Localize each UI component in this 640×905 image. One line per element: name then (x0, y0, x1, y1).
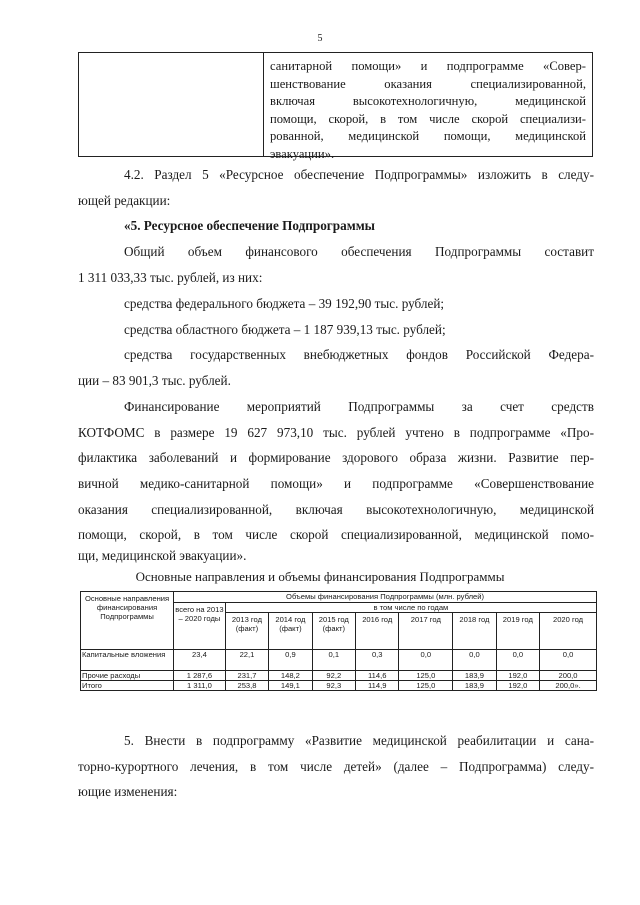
table-row (81, 650, 597, 671)
paragraph-line: 5. Внести в подпрограмму «Развитие медицинской реабилитации и сана- (124, 733, 594, 748)
row-value: 0,0 (453, 650, 496, 671)
header-group: Объемы финансирования Подпрограммы (млн. рублей) (174, 592, 597, 603)
cell-line: рованной, медицинской помощи, медицинской (270, 129, 586, 144)
continuation-table (78, 52, 593, 161)
row-value: 192,0 (496, 681, 539, 691)
row-value: 22,1 (225, 650, 268, 671)
table-caption: Основные направления и объемы финансирования Подпрограммы (135, 569, 505, 584)
row-value: 192,0 (496, 671, 539, 681)
continuation-cell (270, 58, 586, 164)
row-value: 0,1 (312, 650, 355, 671)
paragraph-line: Финансирование мероприятий Подпрограммы за счет средств (124, 399, 594, 414)
section-heading: «5. Ресурсное обеспечение Подпрограммы (124, 218, 375, 233)
paragraph-line: щи, медицинской эвакуации». (78, 548, 247, 563)
row-label: Итого (81, 681, 174, 691)
row-value: 125,0 (399, 681, 453, 691)
row-total: 1 287,6 (174, 671, 226, 681)
row-value: 183,9 (453, 671, 496, 681)
paragraph-line: вичной медико-санитарной помощи» и подпрограмме «Совершенствование (78, 476, 594, 491)
row-value: 92,3 (312, 681, 355, 691)
paragraph-line: средства государственных внебюджетных фондов Российской Федера- (124, 347, 594, 362)
row-value: 114,9 (356, 681, 399, 691)
header-year: 2019 год (496, 613, 539, 650)
table-row (81, 681, 597, 691)
row-value: 231,7 (225, 671, 268, 681)
paragraph-line: ции – 83 901,3 тыс. рублей. (78, 373, 231, 388)
row-value: 200,0». (540, 681, 597, 691)
paragraph-line: 4.2. Раздел 5 «Ресурсное обеспечение Подпрограммы» изложить в следу- (124, 167, 594, 182)
paragraph-line: Общий объем финансового обеспечения Подпрограммы составит (124, 244, 594, 259)
table-divider (263, 53, 264, 156)
row-value: 149,1 (269, 681, 312, 691)
header-total: всего на 2013 – 2020 годы (174, 603, 226, 650)
header-subgroup: в том числе по годам (225, 603, 596, 613)
row-value: 200,0 (540, 671, 597, 681)
paragraph-line: помощи, скорой, в том числе скорой специализированной, медицинской помо- (78, 527, 594, 542)
row-value: 0,0 (399, 650, 453, 671)
header-main-col: Основные направления финансирования Подпрограммы (81, 592, 174, 650)
header-year: 2018 год (453, 613, 496, 650)
row-value: 0,3 (356, 650, 399, 671)
row-value: 0,9 (269, 650, 312, 671)
cell-line: санитарной помощи» и подпрограмме «Совер- (270, 59, 586, 73)
header-year: 2017 год (399, 613, 453, 650)
paragraph-line: 1 311 033,33 тыс. рублей, из них: (78, 270, 263, 285)
paragraph-line: КОТФОМС в размере 19 627 973,10 тыс. рублей учтено в подпрограмме «Про- (78, 425, 594, 440)
paragraph-line: торно-курортного лечения, в том числе детей» (далее – Подпрограмма) следу- (78, 759, 594, 774)
finance-table (80, 591, 597, 691)
paragraph-line: ющей редакции: (78, 193, 171, 208)
row-value: 0,0 (540, 650, 597, 671)
page-number: 5 (317, 33, 323, 44)
header-year: 2016 год (356, 613, 399, 650)
row-value: 253,8 (225, 681, 268, 691)
cell-line: шенствование оказания специализированной, (270, 76, 586, 91)
row-label: Прочие расходы (81, 671, 174, 681)
paragraph-line: ющие изменения: (78, 784, 178, 799)
row-value: 114,6 (356, 671, 399, 681)
cell-line: включая высокотехнологичную, медицинской (270, 94, 586, 109)
row-total: 23,4 (174, 650, 226, 671)
row-value: 125,0 (399, 671, 453, 681)
paragraph-line: средства областного бюджета – 1 187 939,13 тыс. рублей; (124, 322, 446, 337)
header-year: 2013 год (факт) (225, 613, 268, 650)
row-value: 92,2 (312, 671, 355, 681)
table-row (81, 671, 597, 681)
header-year: 2014 год (факт) (269, 613, 312, 650)
header-year: 2015 год (факт) (312, 613, 355, 650)
cell-line: помощи, скорой, в том числе скорой специализи- (270, 111, 586, 126)
row-value: 183,9 (453, 681, 496, 691)
paragraph-line: оказания специализированной, включая высокотехнологичную, медицинской (78, 502, 594, 517)
paragraph-line: филактика заболеваний и формирование здорового образа жизни. Развитие пер- (78, 450, 594, 465)
row-value: 148,2 (269, 671, 312, 681)
paragraph-line: средства федерального бюджета – 39 192,90 тыс. рублей; (124, 296, 445, 311)
header-year: 2020 год (540, 613, 597, 650)
row-total: 1 311,0 (174, 681, 226, 691)
row-label: Капитальные вложения (81, 650, 174, 671)
row-value: 0,0 (496, 650, 539, 671)
cell-line: эвакуации». (270, 146, 335, 161)
